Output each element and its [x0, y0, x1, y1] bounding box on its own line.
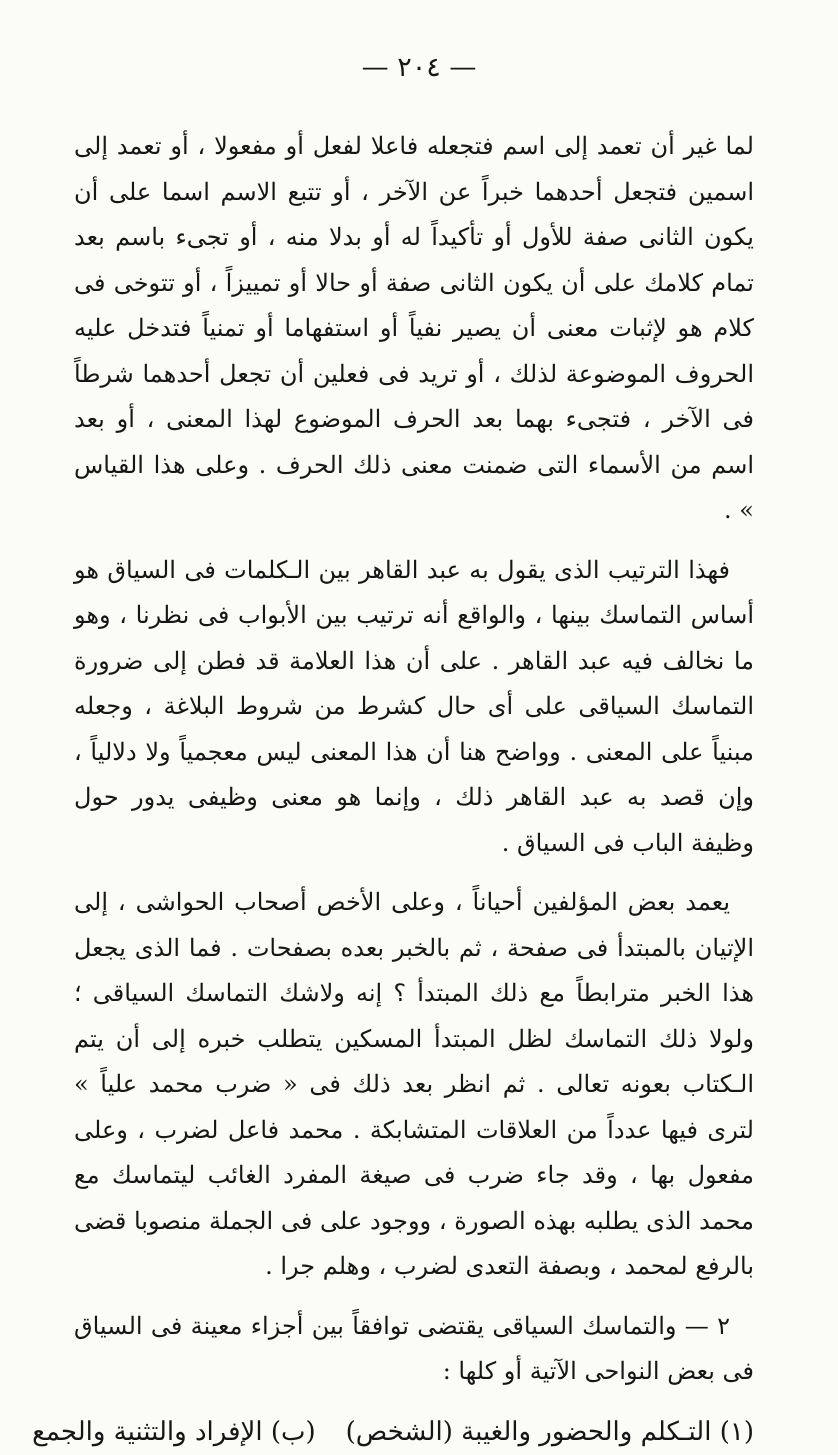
page-body: [32, 124, 754, 1455]
agreement-items-line: [32, 1409, 754, 1455]
page-number: — ٢٠٤ —: [361, 52, 477, 83]
paragraph-agreement-intro: ٢ — والتماسك السياقى يقتضى توافقاً بين أجزاء معينة فى السياق فى بعض النواحى الآتية أو كلها :: [74, 1311, 754, 1385]
paragraph-cohesion-example: يعمد بعض المؤلفين أحياناً ، وعلى الأخص أصحاب الحواشى ، إلى الإتيان بالمبتدأ فى صفحة ، ثم بالخبر بعده بصفحات . فما الذى يجعل هذا الخبر مترابطاً مع ذلك المبتدأ ؟ إنه ولاشك التماسك السياقى ؛ ولولا ذلك التماسك لظل المبتدأ المسكين يتطلب خبره إلى أن يتم الـكتاب بعونه تعالى . ثم انظر بعد ذلك فى « ضرب محمد علياً » لترى فيها عدداً من العلاقات المتشابكة . محمد فاعل لضرب ، وعلى مفعول بها ، وقد جاء ضرب فى صيغة المفرد الغائب ليتماسك مع محمد الذى يطلبه بهذه الصورة ، ووجود على فى الجملة منصوبا قضى بالرفع لمحمد ، وبصفة التعدى لضرب ، وهلم جرا .: [74, 888, 754, 1280]
item-number: (ب) الإفراد والتثنية والجمع: [32, 1416, 316, 1447]
paragraph-word-order: فهذا الترتيب الذى يقول به عبد القاهر بين الـكلمات فى السياق هو أساس التماسك بينها ، والواقع أنه ترتيب بين الأبواب فى نظرنا ، وهو ما نخالف فيه عبد القاهر . على أن هذا العلامة قد فطن إلى ضرورة التماسك السياقى على أى حال كشرط من شروط البلاغة ، وجعله مبنياً على المعنى . وواضح هنا أن هذا المعنى ليس معجمياً ولا دلالياً ، وإن قصد به عبد القاهر ذلك ، وإنما هو معنى وظيفى يدور حول وظيفة الباب فى السياق .: [74, 555, 754, 857]
item-person: (١) التـكلم والحضور والغيبة (الشخص): [345, 1416, 754, 1447]
paragraph-quote-continuation: لما غير أن تعمد إلى اسم فتجعله فاعلا لفعل أو مفعولا ، أو تعمد إلى اسمين فتجعل أحدهما خبراً عن الآخر ، أو تتبع الاسم اسما على أن يكون الثانى صفة للأول أو تأكيداً له أو بدلا منه ، أو تجىء باسم بعد تمام كلامك على أن يكون الثانى صفة أو حالا أو تمييزاً ، أو تتوخى فى كلام هو لإثبات معنى أن يصير نفياً أو استفهاما أو تمنياً فتدخل عليه الحروف الموضوعة لذلك ، أو تريد فى فعلين أن تجعل أحدهما شرطاً فى الآخر ، فتجىء بهما بعد الحرف الموضوع لهذا المعنى ، أو بعد اسم من الأسماء التى ضمنت معنى ذلك الحرف . وعلى هذا القياس » .: [74, 132, 754, 524]
